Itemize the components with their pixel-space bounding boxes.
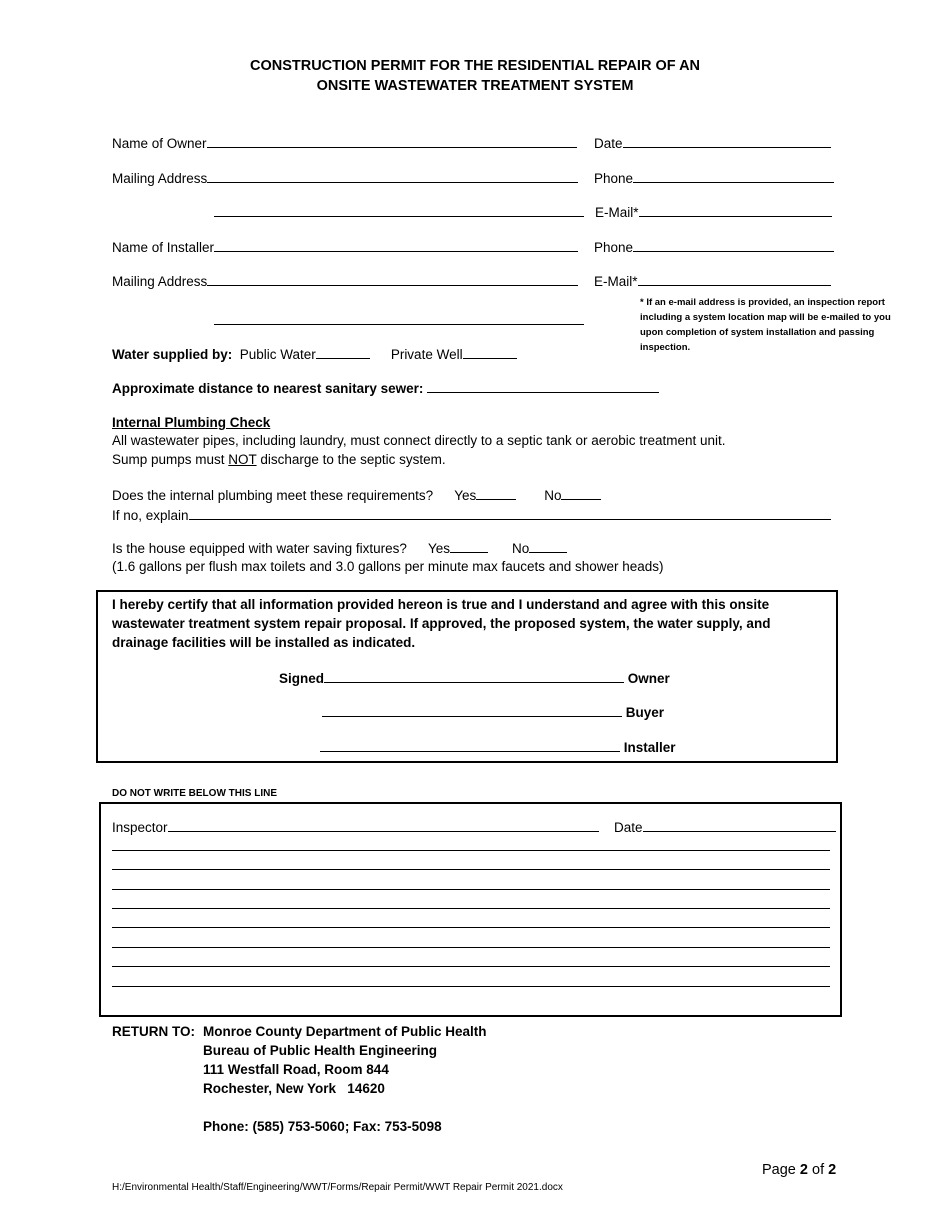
- plumbing-heading: Internal Plumbing Check: [112, 415, 271, 430]
- sewer-distance-row: [112, 380, 659, 396]
- installer-name-row: [112, 239, 578, 255]
- form-title-line1: CONSTRUCTION PERMIT FOR THE RESIDENTIAL REPAIR OF AN: [249, 58, 701, 74]
- email-note: * If an e-mail address is provided, an inspection report including a system location map will be e-mailed to you upon completion of system installation and passing inspection.: [640, 297, 891, 353]
- plumbing-line2-pre: Sump pumps must: [112, 452, 229, 467]
- owner-phone-field[interactable]: [633, 170, 834, 183]
- fixtures-note: (1.6 gallons per flush max toilets and 3.0 gallons per minute max faucets and shower heads): [112, 559, 664, 574]
- public-water-label: Public Water: [239, 347, 316, 362]
- owner-email-label: E-Mail*: [595, 205, 639, 220]
- return-to-line2: Bureau of Public Health Engineering: [203, 1043, 438, 1058]
- plumbing-no-field[interactable]: [561, 487, 601, 500]
- plumbing-line2-post: discharge to the septic system.: [256, 452, 446, 467]
- inspector-field[interactable]: [168, 819, 599, 832]
- page-current: 2: [799, 1162, 808, 1178]
- return-to-line1: Monroe County Department of Public Health: [203, 1024, 487, 1039]
- buyer-signature-label: Buyer: [625, 705, 665, 720]
- plumbing-question-row: [112, 487, 601, 503]
- owner-signature-field[interactable]: [324, 670, 624, 683]
- certify-line2: wastewater treatment system repair proposal. If approved, the proposed system, the water supply, and: [112, 616, 771, 631]
- owner-mailing-row: [112, 170, 578, 186]
- fixtures-yes-field[interactable]: [450, 540, 488, 553]
- inspector-date-row: [614, 819, 836, 835]
- page-pre: Page: [762, 1162, 800, 1178]
- plumbing-line2: [112, 452, 446, 467]
- file-path: H:/Environmental Health/Staff/Engineering/WWT/Forms/Repair Permit/WWT Repair Permit 2021.docx: [112, 1182, 563, 1193]
- fixtures-no-label: No: [511, 541, 530, 556]
- inspector-row: [112, 819, 599, 835]
- comment-line[interactable]: [112, 908, 830, 909]
- installer-phone-label: Phone: [594, 240, 634, 255]
- inspector-date-label: Date: [614, 820, 643, 835]
- owner-name-row: [112, 135, 577, 151]
- installer-signature-field[interactable]: [320, 739, 620, 752]
- installer-mailing-field-2[interactable]: [214, 312, 584, 325]
- comment-line[interactable]: [112, 927, 830, 928]
- owner-phone-row: [594, 170, 834, 186]
- form-title-line2: ONSITE WASTEWATER TREATMENT SYSTEM: [316, 78, 634, 94]
- owner-date-field[interactable]: [623, 135, 831, 148]
- buyer-signature-field[interactable]: [322, 704, 622, 717]
- fixtures-question-row: [112, 540, 567, 556]
- owner-mailing-line2: [214, 204, 584, 220]
- water-supply-label: Water supplied by:: [112, 347, 233, 362]
- comment-line[interactable]: [112, 869, 830, 870]
- installer-mailing-row: [112, 273, 578, 289]
- plumbing-no-label: No: [544, 488, 562, 503]
- installer-signature-label: Installer: [623, 740, 676, 755]
- return-to-line4: Rochester, New York 14620: [203, 1081, 385, 1096]
- installer-mailing-field[interactable]: [207, 273, 578, 286]
- installer-mailing-label: Mailing Address: [112, 274, 208, 289]
- public-water-field[interactable]: [316, 346, 370, 359]
- private-well-label: Private Well: [390, 347, 463, 362]
- installer-mailing-line2: [214, 312, 584, 328]
- owner-name-field[interactable]: [207, 135, 577, 148]
- signed-installer-row: [320, 739, 676, 755]
- owner-email-field[interactable]: [639, 204, 832, 217]
- plumbing-explain-label: If no, explain: [112, 508, 189, 523]
- fixtures-yes-label: Yes: [427, 541, 450, 556]
- comment-line[interactable]: [112, 986, 830, 987]
- return-to-phone: Phone: (585) 753-5060; Fax: 753-5098: [203, 1119, 442, 1134]
- installer-name-field[interactable]: [214, 239, 578, 252]
- return-to-line3: 111 Westfall Road, Room 844: [203, 1062, 389, 1077]
- sewer-distance-field[interactable]: [427, 380, 659, 393]
- owner-phone-label: Phone: [594, 171, 634, 186]
- certify-line1: I hereby certify that all information provided hereon is true and I understand and agree with this onsite: [112, 597, 770, 612]
- owner-email-row: [595, 204, 832, 220]
- signed-buyer-row: [322, 704, 664, 720]
- installer-phone-field[interactable]: [633, 239, 834, 252]
- plumbing-yes-label: Yes: [454, 488, 477, 503]
- inspector-date-field[interactable]: [643, 819, 836, 832]
- signed-owner-row: [279, 670, 670, 686]
- owner-date-row: [594, 135, 831, 151]
- do-not-write-label: DO NOT WRITE BELOW THIS LINE: [112, 788, 277, 799]
- owner-signature-label: Owner: [627, 671, 670, 686]
- sewer-distance-label: Approximate distance to nearest sanitary sewer:: [112, 381, 424, 396]
- comment-line[interactable]: [112, 947, 830, 948]
- private-well-field[interactable]: [463, 346, 517, 359]
- plumbing-yes-field[interactable]: [476, 487, 516, 500]
- plumbing-question: Does the internal plumbing meet these requirements?: [112, 488, 434, 503]
- owner-mailing-field[interactable]: [207, 170, 578, 183]
- installer-email-field[interactable]: [638, 273, 831, 286]
- page-mid: of: [807, 1162, 829, 1178]
- signed-label: Signed: [279, 671, 325, 686]
- plumbing-line2-not: NOT: [228, 452, 257, 467]
- owner-name-label: Name of Owner: [112, 136, 207, 151]
- comment-line[interactable]: [112, 850, 830, 851]
- comment-line[interactable]: [112, 966, 830, 967]
- fixtures-question: Is the house equipped with water saving fixtures?: [112, 541, 407, 556]
- page-number: [762, 1162, 836, 1178]
- comment-line[interactable]: [112, 889, 830, 890]
- water-supply-row: [112, 346, 517, 362]
- owner-date-label: Date: [594, 136, 623, 151]
- plumbing-explain-row: [112, 507, 831, 523]
- installer-phone-row: [594, 239, 834, 255]
- inspector-label: Inspector: [112, 820, 168, 835]
- fixtures-no-field[interactable]: [529, 540, 567, 553]
- page-total: 2: [828, 1162, 837, 1178]
- owner-mailing-field-2[interactable]: [214, 204, 584, 217]
- installer-email-row: [594, 273, 831, 289]
- owner-mailing-label: Mailing Address: [112, 171, 208, 186]
- plumbing-line1: All wastewater pipes, including laundry, must connect directly to a septic tank or aerobic treatment unit.: [112, 433, 726, 448]
- installer-name-label: Name of Installer: [112, 240, 215, 255]
- certify-line3: drainage facilities will be installed as indicated.: [112, 635, 416, 650]
- installer-email-label: E-Mail*: [594, 274, 638, 289]
- return-to-label: RETURN TO:: [112, 1024, 195, 1039]
- plumbing-explain-field[interactable]: [189, 507, 831, 520]
